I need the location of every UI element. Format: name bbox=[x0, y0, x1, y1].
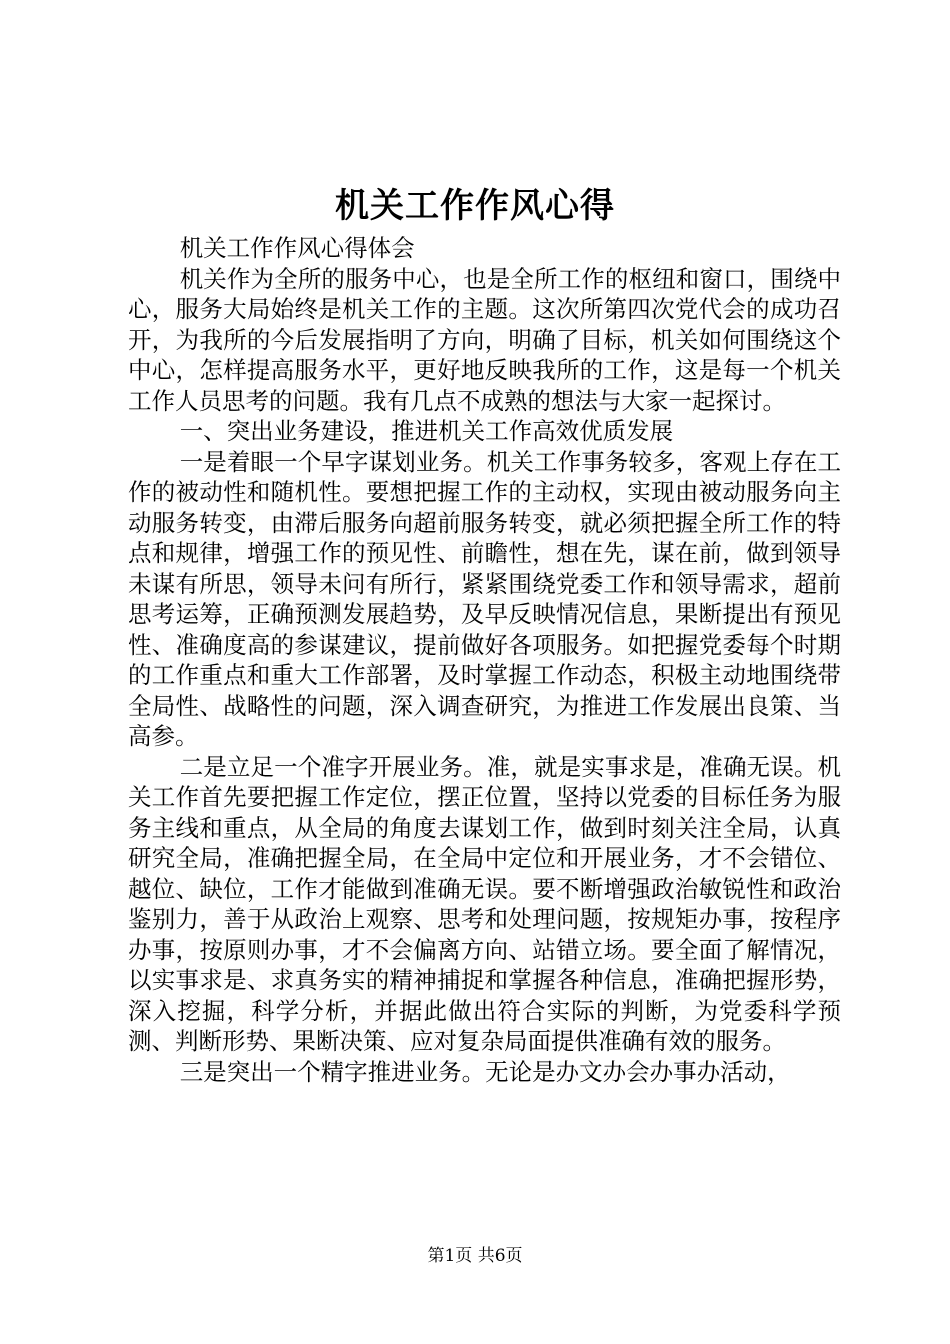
paragraph-intro: 机关作为全所的服务中心，也是全所工作的枢纽和窗口，围绕中心，服务大局始终是机关工作的主题。这次所第四次党代会的成功召开，为我所的今后发展指明了方向，明确了目标，机关如何围绕这个中心，怎样提高服务水平，更好地反映我所的工作，这是每一个机关工作人员思考的问题。我有几点不成熟的想法与大家一起探讨。 bbox=[128, 264, 841, 415]
document-title: 机关工作作风心得 bbox=[335, 186, 615, 226]
paragraph-point-3: 三是突出一个精字推进业务。无论是办文办会办事办活动， bbox=[179, 1057, 791, 1086]
page-number-footer: 第1页 共6页 bbox=[427, 1246, 523, 1266]
paragraph-point-2: 二是立足一个准字开展业务。准，就是实事求是，准确无误。机关工作首先要把握工作定位，摆正位置，坚持以党委的目标任务为服务主线和重点，从全局的角度去谋划工作，做到时刻关注全局，认真研究全局，准确把握全局，在全局中定位和开展业务，才不会错位、越位、缺位，工作才能做到准确无误。要不断增强政治敏锐性和政治鉴别力，善于从政治上观察、思考和处理问题，按规矩办事，按程序办事，按原则办事，才不会偏离方向、站错立场。要全面了解情况，以实事求是、求真务实的精神捕捉和掌握各种信息，准确把握形势，深入挖掘，科学分析，并据此做出符合实际的判断，为党委科学预测、判断形势、果断决策、应对复杂局面提供准确有效的服务。 bbox=[128, 752, 841, 1055]
paragraph-subtitle: 机关工作作风心得体会 bbox=[179, 234, 415, 262]
paragraph-point-1: 一是着眼一个早字谋划业务。机关工作事务较多，客观上存在工作的被动性和随机性。要想把握工作的主动权，实现由被动服务向主动服务转变，由滞后服务向超前服务转变，就必须把握全所工作的特点和规律，增强工作的预见性、前瞻性，想在先，谋在前，做到领导未谋有所思，领导未问有所行，紧紧围绕党委工作和领导需求，超前思考运筹，正确预测发展趋势，及早反映情况信息，果断提出有预见性、准确度高的参谋建议，提前做好各项服务。如把握党委每个时期的工作重点和重大工作部署，及时掌握工作动态，积极主动地围绕带全局性、战略性的问题，深入调查研究，为推进工作发展出良策、当高参。 bbox=[128, 447, 841, 750]
section-heading-1: 一、突出业务建设，推进机关工作高效优质发展 bbox=[179, 417, 674, 445]
document-body bbox=[128, 233, 841, 1087]
